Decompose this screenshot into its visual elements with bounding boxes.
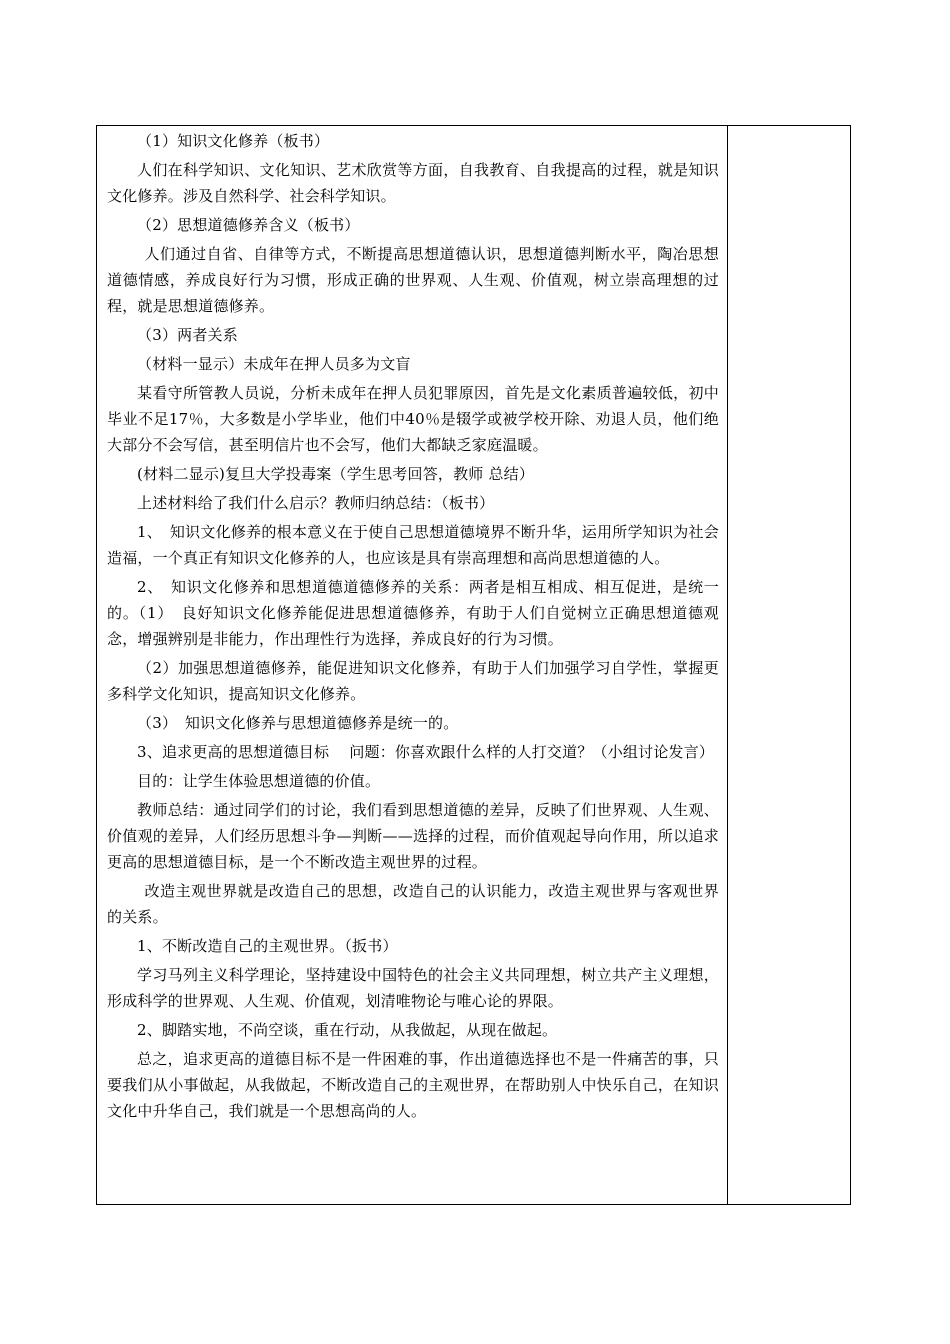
paragraph-point-one: 1、 知识文化修养的根本意义在于使自己思想道德境界不断升华，运用所学知识为社会造福，一个真正有知识文化修养的人，也应该是具有崇高理想和高尚思想道德的人。 [107, 523, 719, 567]
paragraph-point-two-sub-two: （2）加强思想道德修养，能促进知识文化修养，有助于人们加强学习自学性，掌握更多科学文化知识，提高知识文化修养。 [107, 659, 719, 703]
lesson-text [97, 126, 727, 1124]
side-notes-cell [728, 126, 851, 1205]
paragraph-purpose: 目的：让学生体验思想道德的价值。 [137, 772, 381, 790]
paragraph-conclusion: 总之，追求更高的道德目标不是一件困难的事，作出道德选择也不是一件痛苦的事，只要我们从小事做起，从我做起，不断改造自己的主观世界，在帮助别人中快乐自己，在知识文化中升华自己，我们就是一个思想高尚的人。 [107, 1050, 719, 1120]
paragraph-relation-heading: （3）两者关系 [137, 326, 238, 344]
paragraph-teacher-summary: 教师总结：通过同学们的讨论，我们看到思想道德的差异，反映了们世界观、人生观、价值观的差异，人们经历思想斗争—判断——选择的过程，而价值观起导向作用，所以追求更高的思想道德目标，是一个不断改造主观世界的过程。 [107, 801, 719, 871]
paragraph-step-one-body: 学习马列主义科学理论，坚持建设中国特色的社会主义共同理想，树立共产主义理想，形成科学的世界观、人生观、价值观，划清唯物论与唯心论的界限。 [107, 966, 719, 1010]
paragraph-step-one: 1、不断改造自己的主观世界。（扳书） [137, 937, 398, 955]
paragraph-knowledge-definition: 人们在科学知识、文化知识、艺术欣赏等方面，自我教育、自我提高的过程，就是知识文化修养。涉及自然科学、社会科学知识。 [107, 161, 719, 205]
paragraph-inspiration-question: 上述材料给了我们什么启示？教师归纳总结：（板书） [137, 494, 495, 512]
paragraph-knowledge-heading: （1）知识文化修养（板书） [137, 132, 330, 150]
lesson-table [96, 125, 851, 1205]
paragraph-material-one-body: 某看守所管教人员说，分析未成年在押人员犯罪原因，首先是文化素质普遍较低，初中毕业不足17％，大多数是小学毕业，他们中40％是辍学或被学校开除、劝退人员，他们绝大部分不会写信，甚至明信片也不会写，他们大都缺乏家庭温暖。 [107, 384, 719, 454]
main-content-cell [97, 126, 728, 1205]
paragraph-step-two: 2、脚踏实地，不尚空谈，重在行动，从我做起，从现在做起。 [137, 1021, 558, 1039]
paragraph-material-two-title: (材料二显示)复旦大学投毒案（学生思考回答，教师 总结） [137, 465, 535, 483]
paragraph-moral-definition: 人们通过自省、自律等方式，不断提高思想道德认识，思想道德判断水平，陶冶思想道德情感，养成良好行为习惯，形成正确的世界观、人生观、价值观，树立崇高理想的过程，就是思想道德修养。 [107, 245, 719, 315]
paragraph-material-one-title: （材料一显示）未成年在押人员多为文盲 [137, 355, 411, 373]
paragraph-moral-heading: （2）思想道德修养含义（板书） [137, 216, 360, 234]
paragraph-point-two-sub-three: （3） 知识文化修养与思想道德修养是统一的。 [137, 714, 459, 732]
paragraph-point-three: 3、追求更高的思想道德目标 问题：你喜欢跟什么样的人打交道？（小组讨论发言） [137, 743, 715, 761]
paragraph-point-two: 2、 知识文化修养和思想道德道德修养的关系：两者是相互相成、相互促进，是统一的。（1） 良好知识文化修养能促进思想道德修养，有助于人们自觉树立正确思想道德观念，增强辨别是非能力，作出理性行为选择，养成良好的行为习惯。 [107, 578, 719, 648]
paragraph-transform-world: 改造主观世界就是改造自己的思想，改造自己的认识能力，改造主观世界与客观世界的关系。 [107, 882, 719, 926]
table-row [97, 126, 851, 1205]
